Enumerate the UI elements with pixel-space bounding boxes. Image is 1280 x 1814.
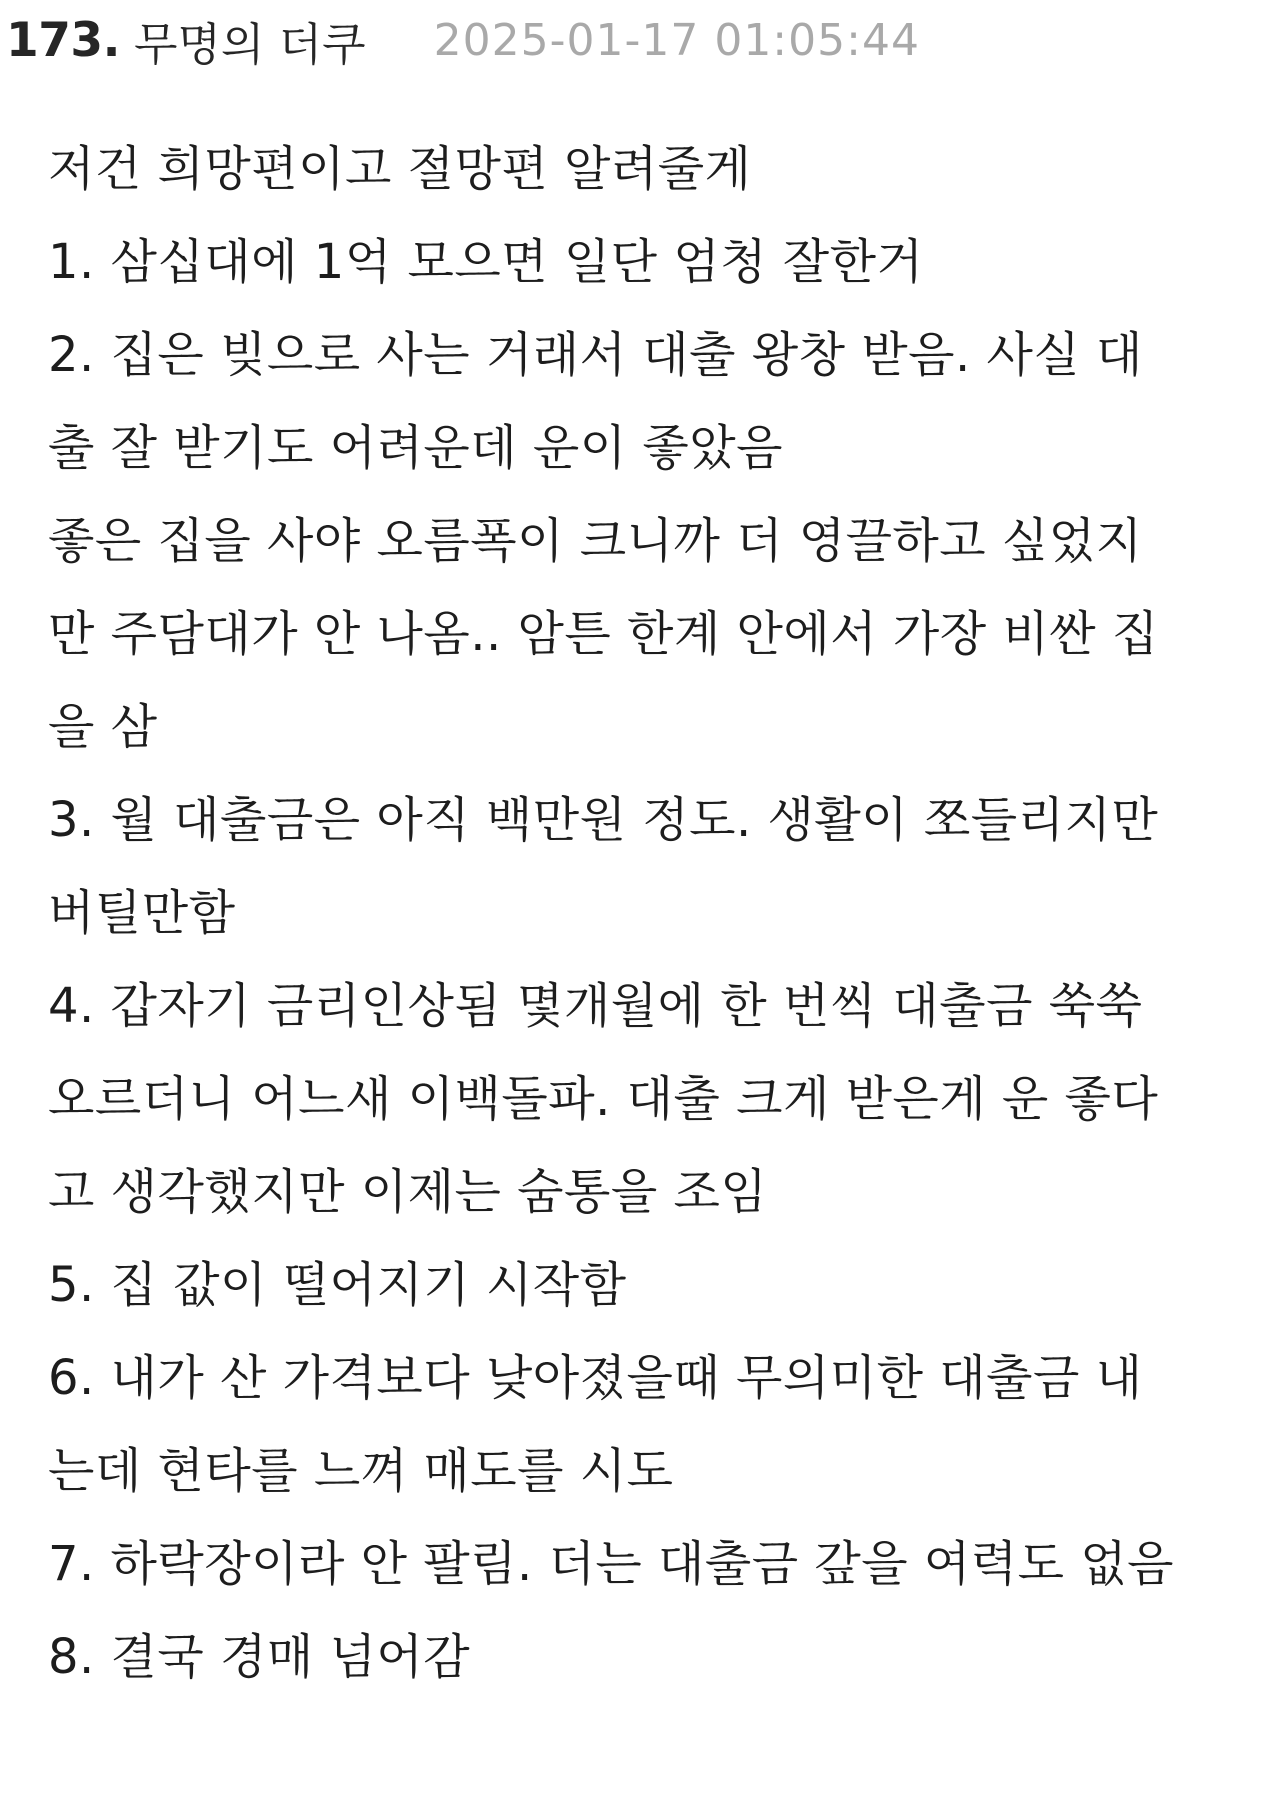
- comment-line: 5. 집 값이 떨어지기 시작함: [48, 1257, 627, 1313]
- comment-line: 3. 월 대출금은 아직 백만원 정도. 생활이 쪼들리지만: [48, 792, 1159, 848]
- comment-line: 2. 집은 빚으로 사는 거래서 대출 왕창 받음. 사실 대: [48, 327, 1143, 383]
- comment-line: 6. 내가 산 가격보다 낮아졌을때 무의미한 대출금 내: [48, 1350, 1143, 1406]
- comment-line: 는데 현타를 느껴 매도를 시도: [48, 1443, 674, 1499]
- comment-line: 좋은 집을 사야 오름폭이 크니까 더 영끌하고 싶었지: [48, 513, 1143, 569]
- comment-line: 8. 결국 경매 넘어감: [48, 1629, 471, 1685]
- comment-author: 무명의 더쿠: [133, 17, 366, 71]
- comment-line: 7. 하락장이라 안 팔림. 더는 대출금 갚을 여력도 없음: [48, 1536, 1174, 1592]
- comment-line: 고 생각했지만 이제는 숨통을 조임: [48, 1164, 768, 1220]
- comment-line: 을 삼: [48, 699, 158, 755]
- comment-line: 오르더니 어느새 이백돌파. 대출 크게 받은게 운 좋다: [48, 1071, 1159, 1127]
- comment-timestamp: 2025-01-17 01:05:44: [433, 14, 920, 66]
- comment-body: [48, 123, 1270, 1704]
- comment-line: 저건 희망편이고 절망편 알려줄게: [48, 141, 752, 197]
- comment-number[interactable]: 173.: [6, 12, 120, 68]
- comment-line: 만 주담대가 안 나옴.. 암튼 한계 안에서 가장 비싼 집: [48, 606, 1159, 662]
- comment-line: 4. 갑자기 금리인상됨 몇개월에 한 번씩 대출금 쑥쑥: [48, 978, 1143, 1034]
- comment-line: 버틸만함: [48, 885, 236, 941]
- comment-header: [6, 8, 920, 72]
- comment-line: 1. 삼십대에 1억 모으면 일단 엄청 잘한거: [48, 234, 924, 290]
- comment-line: 출 잘 받기도 어려운데 운이 좋았음: [48, 420, 783, 476]
